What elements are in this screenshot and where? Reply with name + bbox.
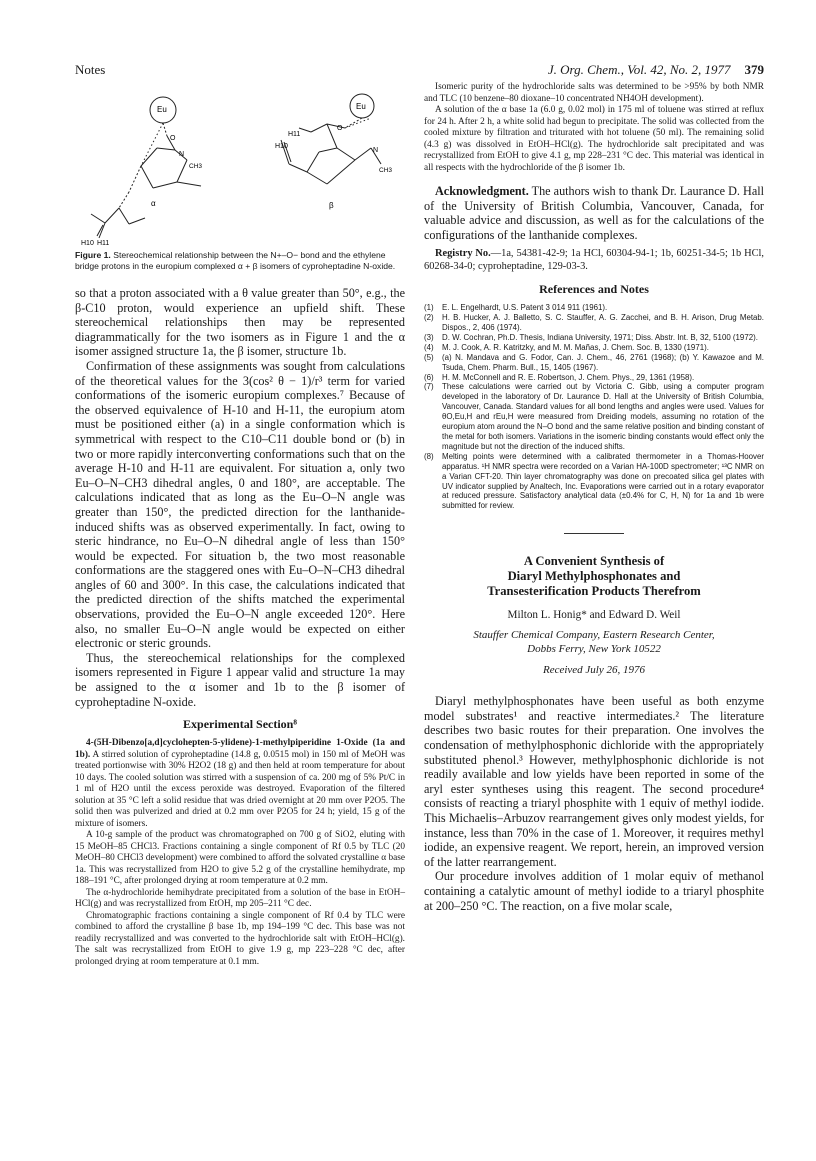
article-title-line: Transesterification Products Therefrom: [487, 584, 701, 599]
article-title-line: Diaryl Methylphosphonates and: [507, 569, 681, 584]
article-divider: [564, 533, 624, 534]
paragraph: A 10-g sample of the product was chromatographed on 700 g of SiO2, eluting with 15 MeOH–85 CHCl3. Fractions containing a single component of Rf 0.5 by TLC (20 MeOH–80 CHCl3 development) were combined to afford the solvated crystalline α base 1a. This was recrystallized from H2O to give 5.2 g of the crystalline hemihydrate, mp 188–191 °C, after prolonged drying at room temperature at 0.2 mm.: [75, 830, 405, 887]
paragraph: The α-hydrochloride hemihydrate precipitated from a solution of the base in EtOH–HCl(g) and was recrystallized from EtOH, mp 205–211 °C dec.: [75, 887, 405, 910]
reference-item: [424, 343, 764, 353]
experimental-continued: [424, 82, 764, 174]
h11-label-alpha: H11: [97, 240, 110, 246]
affiliation-line: Stauffer Chemical Company, Eastern Research Center,: [473, 629, 715, 642]
article-title: [424, 554, 764, 599]
journal-citation: J. Org. Chem., Vol. 42, No. 2, 1977: [547, 62, 731, 77]
figure-caption-label: Figure 1.: [75, 250, 111, 260]
reference-text: E. L. Engelhardt, U.S. Patent 3 014 911 (1961).: [442, 303, 608, 313]
figure-caption-text: Stereochemical relationship between the N+–O− bond and the ethylene bridge protons in the europium complexed α + β isomers of cyproheptadine N-oxide.: [75, 250, 396, 271]
article-authors: Milton L. Honig* and Edward D. Weil: [507, 609, 681, 622]
reference-number: (4): [424, 342, 434, 352]
reference-text: Melting points were determined with a calibrated thermometer in a Thomas-Hoover apparatus. ¹H NMR spectra were recorded on a Varian HA-100D spectrometer; ¹³C NMR on a Varian CFT-20. Thin layer chromatography was done on precoated silica gel plates with UV indicator supplied by Analtech, Inc. Evaporations were carried out in a rotary evaporator at reduced pressure. Satisfactory analytical data (±0.4% for C, H, N) for 1a and 1b were submitted for review.: [442, 451, 764, 511]
h10-label-beta: H10: [275, 143, 288, 150]
reference-item: [424, 333, 764, 343]
reference-number: (2): [424, 313, 434, 323]
reference-item: [424, 353, 764, 373]
figure-1: [75, 88, 405, 246]
alpha-label: α: [151, 199, 156, 208]
compound-title: 4-(5H-Dibenzo[a,d]cyclohepten-5-ylidene)-1-methylpiperidine 1-Oxide (1a and 1b).: [75, 738, 405, 760]
article-affiliation: [424, 629, 764, 656]
reference-text: D. W. Cochran, Ph.D. Thesis, Indiana University, 1971; Diss. Abstr. Int. B, 32, 5100 (1972).: [442, 332, 758, 342]
acknowledgment-text: The authors wish to thank Dr. Laurance D. Hall of the University of British Columbia, Vancouver, Canada, for valuable advice and discussion, as well as for the calculations of the configurations of the lanthanide complexes.: [424, 184, 764, 242]
discussion-text: [75, 286, 405, 709]
o-label-alpha: O: [170, 135, 176, 142]
registry-text: —1a, 54381-42-9; 1a HCl, 60304-94-1; 1b, 60251-34-5; 1b HCl, 60268-34-0; cyproheptadine, 129-03-3.: [424, 248, 764, 273]
figure-caption: [75, 250, 405, 272]
reference-text: M. J. Cook, A. R. Katritzky, and M. M. Mañas, J. Chem. Soc. B, 1330 (1971).: [442, 342, 709, 352]
reference-item: [424, 313, 764, 333]
reference-number: (3): [424, 332, 434, 342]
reference-item: [424, 452, 764, 511]
reference-item: [424, 382, 764, 451]
ch3-label-beta: CH3: [379, 167, 393, 174]
paragraph: so that a proton associated with a θ value greater than 50°, e.g., the β-C10 proton, would experience an upfield shift. These stereochemical relationships then may be represented diagrammatically for the two isomers as in Figure 1 and the α isomer assigned structure 1a, the β isomer, structure 1b.: [75, 286, 405, 359]
h10-label-alpha: H10: [81, 240, 94, 246]
eu-label-beta: Eu: [356, 102, 366, 111]
paragraph-text: A stirred solution of cyproheptadine (14.8 g, 0.0515 mol) in 150 ml of MeOH was treated portionwise with 30% H2O2 (18 g) and then held at room temperature for about 10 days. The cooled solution was stirred with a suspension of ca. 200 mg of 5% Pt/C in 1 ml of H2O until the excess peroxide was destroyed. Evaporation of the filtered solution at 35 °C left a solid residue that was dried overnight at 20 mm over P2O5. The solid then was pulverized and dried at 0.2 mm over P2O5 for 24 h; yield, 15 g of the mixture of isomers.: [75, 749, 406, 829]
reference-number: (6): [424, 372, 434, 382]
ch3-label-alpha: CH3: [189, 163, 203, 170]
paragraph: Thus, the stereochemical relationships for the complexed isomers represented in Figure 1 appear valid and structure 1a may be assigned to the α isomer and 1b to the β isomer of cyproheptadine N-oxide.: [75, 650, 405, 709]
references-list: [424, 303, 764, 511]
article-title-line: A Convenient Synthesis of: [523, 554, 665, 569]
paragraph: Diaryl methylphosphonates have been useful as both enzyme model substrates¹ and reactive intermediates.² The literature describes two basic routes for their preparation. One involves the condensation of methylphosphonic dichloride with the appropriately substituted phenol.³ However, methylphosphonic dichloride is not readily available and low yields have been reported in some of the aryl ester syntheses using this reagent. The second procedure⁴ consists of reacting a triaryl phosphite with 1 equiv of methyl iodide. This Michaelis–Arbuzov rearrangement gives only modest yields, for instance, less than 70% in the case of 1. Moreover, it requires methyl iodide, an expensive reagent. We report, herein, an improved version of the latter rearrangement.: [424, 694, 764, 869]
reference-number: (8): [424, 451, 434, 461]
reference-item: [424, 303, 764, 313]
article-body: [424, 694, 764, 913]
right-column: [424, 82, 764, 913]
reference-number: (7): [424, 382, 434, 392]
acknowledgment-label: Acknowledgment.: [435, 184, 529, 198]
reference-text: H. M. McConnell and R. E. Robertson, J. Chem. Phys., 29, 1361 (1958).: [442, 372, 695, 382]
eu-label-alpha: Eu: [157, 105, 167, 114]
acknowledgment-section: [424, 184, 764, 242]
reference-text: H. B. Hucker, A. J. Balletto, S. C. Stauffer, A. G. Zacchei, and B. H. Arison, Drug Metab. Dispos., 2, 406 (1974).: [442, 313, 764, 332]
references-heading: References and Notes: [539, 282, 649, 297]
affiliation-line: Dobbs Ferry, New York 10522: [527, 642, 661, 655]
reference-text: These calculations were carried out by Victoria C. Gibb, using a computer program developed in the laboratory of Dr. Laurance D. Hall at the University of British Columbia, Vancouver, Canada. Standard values for all bond lengths and angles were used. Values for θO,Eu,H and rEu,H were measured from Dreiding models, assuming no rotation of the europium atom around the N–O bond and the same relative position and binding constant of the metal for both isomers. Variations in the isomeric binding constants would effect only the magnitude but not the direction of the induced shifts.: [442, 382, 764, 451]
n-label-beta: N: [373, 147, 379, 154]
reference-item: [424, 373, 764, 383]
o-label-beta: O: [337, 125, 343, 132]
paragraph: Confirmation of these assignments was sought from calculations of the theoretical values for the 3(cos² θ − 1)/r³ term for varied conformations of the isomeric europium complexes.⁷ Because of the observed equivalence of H-10 and H-11, the europium atom must be positioned either (a) in a single conformation which is symmetrical with respect to the C10–C11 double bond or (b) in two or more rapidly interconverting conformations such that on the average H-10 and H-11 are equivalent. For situation a, only two Eu–O–N–CH3 dihedral angles, 0 and 180°, are acceptable. The calculations indicated that as long as the Eu–O–N angle was greater than 150°, the predicted direction for the lanthanide-induced shifts was as observed experimentally. In fact, owing to steric hindrance, no Eu–O–N dihedral angle of less than 150° would be expected. For situation b, the two most reasonable conformations are the staggered ones with Eu–O–N–CH3 dihedral angles of 60 and 300°. In this case, the calculations indicated that the predicted direction of the shifts matched the experimental observations, provided the Eu–O–N angle exceeded 120°. Here also, no smaller Eu–O–N angle would be expected on either electronic or steric grounds.: [75, 358, 405, 651]
registry-label: Registry No.: [435, 248, 491, 260]
paragraph: Isomeric purity of the hydrochloride salts was determined to be >95% by both NMR and TLC (10 benzene–80 dioxane–10 concentrated NH4OH development).: [424, 82, 764, 104]
running-head-left: Notes: [75, 62, 106, 77]
experimental-section: [75, 738, 405, 968]
paragraph: Our procedure involves addition of 1 molar equiv of methanol containing a catalytic amount of methyl iodide to a triaryl phosphite at 200–250 °C. The reaction, on a five molar scale,: [424, 869, 764, 913]
left-column: [75, 88, 405, 968]
acknowledgment: [424, 184, 764, 242]
registry-numbers: [424, 248, 764, 274]
page-number: 379: [744, 62, 764, 77]
figure-1-drawing: [75, 88, 405, 246]
reference-number: (1): [424, 303, 434, 313]
n-label-alpha: N: [179, 151, 185, 158]
paragraph: Chromatographic fractions containing a single component of Rf 0.4 by TLC were combined to afford the crystalline β base 1b, mp 194–199 °C dec. This base was not readily recrystallized and was converted to the hydrochloride salt with EtOH–HCl(g). The salt was recrystallized from EtOH to give 1.9 g, mp 223–228 °C dec, after prolonged drying at room temperature at 0.1 mm.: [75, 910, 405, 967]
h11-label-beta: H11: [288, 131, 301, 138]
paragraph: [75, 738, 405, 830]
reference-text: (a) N. Mandava and G. Fodor, Can. J. Chem., 46, 2761 (1968); (b) Y. Kawazoe and M. Tsuda, Chem. Pharm. Bull., 15, 1405 (1967).: [442, 352, 764, 372]
experimental-heading: Experimental Section⁸: [183, 717, 297, 732]
running-head-right: [548, 62, 764, 78]
beta-label: β: [329, 201, 334, 210]
paragraph: A solution of the α base 1a (6.0 g, 0.02 mol) in 175 ml of toluene was stirred at reflux for 24 h. After 2 h, a white solid had begun to precipitate. The solid was collected from the cooled mixture by filtration and triturated with hot toluene (50 ml). The remaining solid (4.3 g) was dissolved in EtOH–HCl(g). The hydrochloride salt precipitated and was recrystallized from EtOH to give 4.1 g, mp 228–231 °C dec. This material was identical in all respects with the hydrochloride of the β isomer 1b.: [424, 105, 764, 173]
received-date: Received July 26, 1976: [542, 664, 645, 677]
reference-number: (5): [424, 352, 434, 362]
